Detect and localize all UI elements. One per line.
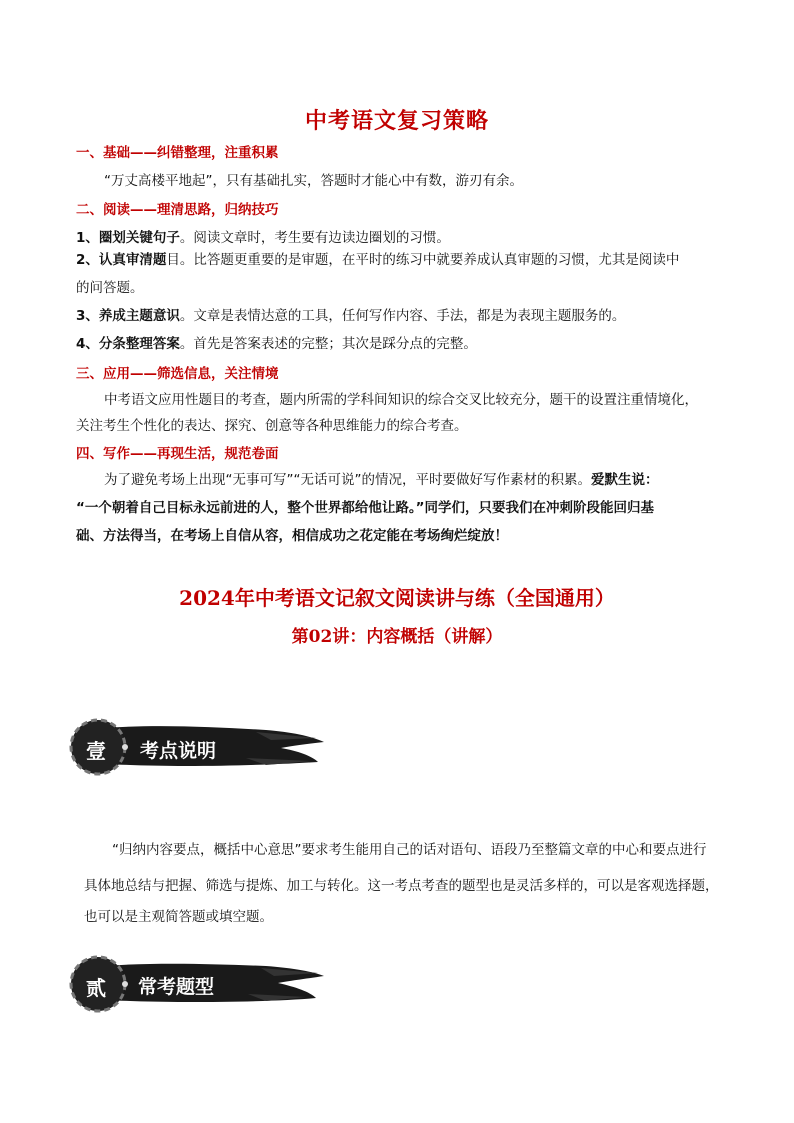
section-4-line-1b: 爱默生说： (590, 472, 659, 488)
section-4-line-1a: 为了避免考场上出现“无事可写”“无话可说”的情况，平时要做好写作素材的积累。 (104, 472, 591, 488)
section-3-line-1: 中考语文应用性题目的考查，题内所需的学科间知识的综合交叉比较充分，题干的设置注重情境化， (104, 392, 698, 408)
reading-item-2-lead: 2、认真审清题 (76, 252, 167, 268)
course-title: 2024年中考语文记叙文阅读讲与练（全国通用） (179, 586, 615, 610)
banner-kaodian (66, 718, 326, 778)
reading-item-4-lead: 4、分条整理答案 (76, 336, 180, 352)
reading-item-2 (76, 250, 679, 270)
section-4-line-1 (104, 470, 658, 490)
section-4-line-2: “一个朝着自己目标永远前进的人，整个世界都给他让路。”同学们，只要我们在冲刺阶段能回归基 (76, 500, 654, 516)
section-4-heading: 四、写作——再现生活，规范卷面 (76, 446, 279, 462)
reading-item-3-lead: 3、养成主题意识 (76, 308, 180, 324)
section-3-line-2: 关注考生个性化的表达、探究、创意等各种思维能力的综合考查。 (76, 418, 468, 434)
banner-2-number: 贰 (86, 976, 106, 1000)
section-1-body: “万丈高楼平地起”，只有基础扎实，答题时才能心中有数，游刃有余。 (104, 173, 523, 189)
banner-1-number: 壹 (86, 739, 106, 763)
explanation-line-1: “归纳内容要点，概括中心意思”要求考生能用自己的话对语句、语段乃至整篇文章的中心和要点进行 (112, 842, 707, 858)
section-2-heading: 二、阅读——理清思路，归纳技巧 (76, 202, 279, 218)
lesson-title: 第02讲：内容概括（讲解） (291, 627, 503, 647)
reading-item-1 (76, 228, 450, 248)
reading-item-3 (76, 306, 625, 326)
reading-item-1-lead: 1、圈划关键句子 (76, 230, 180, 246)
reading-item-1-text: 。阅读文章时，考生要有边读边圈划的习惯。 (179, 230, 450, 246)
section-3-heading: 三、应用——筛选信息，关注情境 (76, 366, 279, 382)
section-1-heading: 一、基础——纠错整理，注重积累 (76, 145, 279, 161)
dot-icon (122, 981, 128, 987)
banner-1-label: 考点说明 (140, 740, 217, 762)
banner-changkao (66, 954, 326, 1014)
reading-item-3-text: 。文章是表情达意的工具，任何写作内容、手法，都是为表现主题服务的。 (179, 308, 626, 324)
page-title: 中考语文复习策略 (304, 109, 489, 134)
reading-item-2-text: 目。比答题更重要的是审题，在平时的练习中就要养成认真审题的习惯，尤其是阅读中 (166, 252, 680, 268)
dot-icon (122, 744, 128, 750)
reading-item-2-cont: 的问答题。 (76, 280, 144, 296)
banner-2-label: 常考题型 (138, 976, 215, 998)
explanation-line-2: 具体地总结与把握、筛选与提炼、加工与转化。这一考点考查的题型也是灵活多样的，可以是客观选择题， (84, 878, 719, 894)
explanation-line-3: 也可以是主观简答题或填空题。 (84, 909, 273, 925)
section-4-line-3: 础、方法得当，在考场上自信从容，相信成功之花定能在考场绚烂绽放！ (76, 528, 508, 544)
reading-item-4 (76, 334, 477, 354)
reading-item-4-text: 。首先是答案表述的完整；其次是踩分点的完整。 (179, 336, 477, 352)
